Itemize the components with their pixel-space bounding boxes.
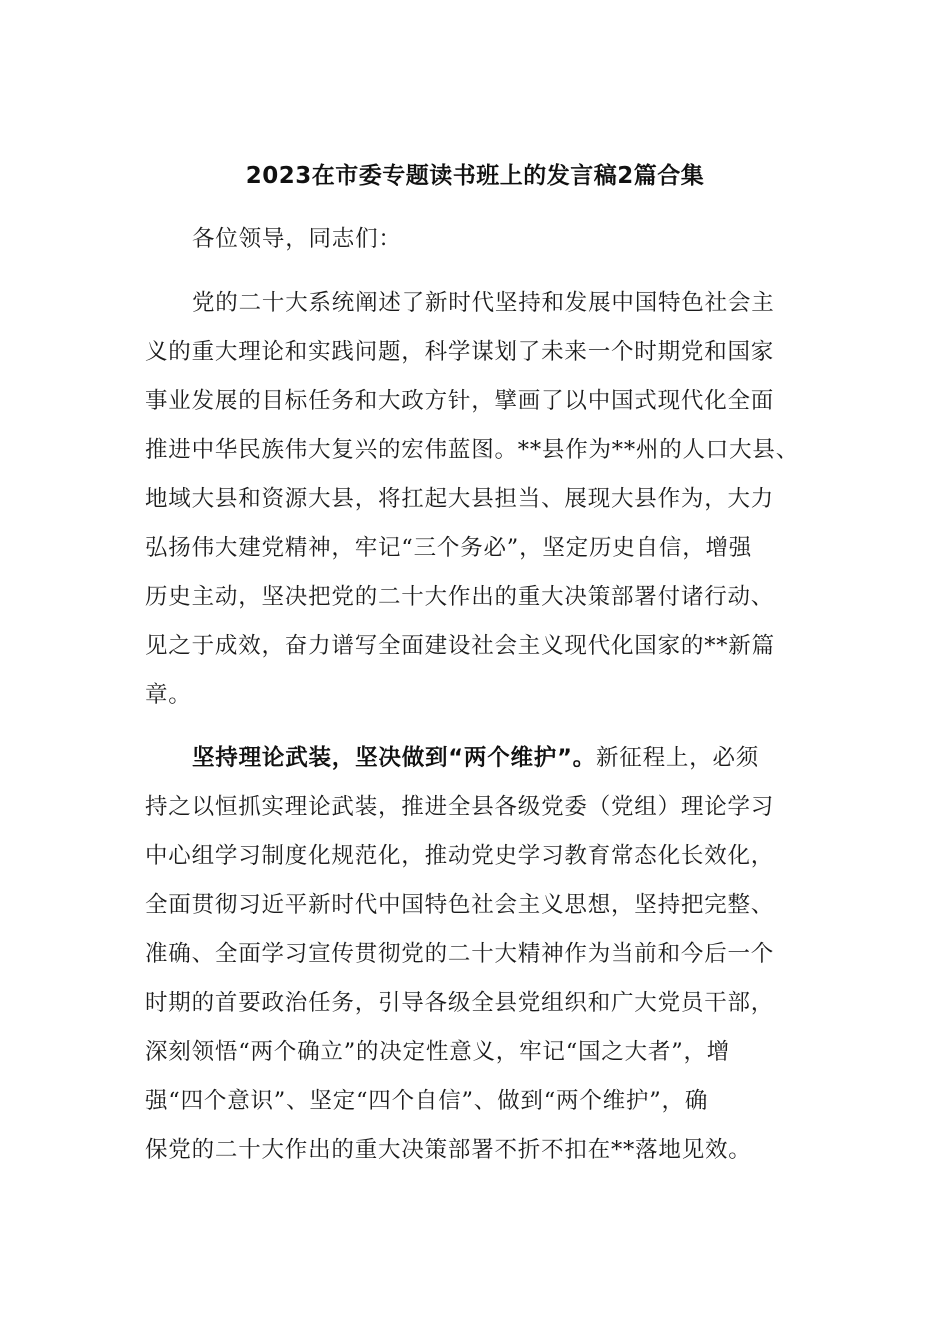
paragraph-line: 党的二十大系统阐述了新时代坚持和发展中国特色社会主 <box>192 290 775 316</box>
paragraph-line: 保党的二十大作出的重大决策部署不折不扣在**落地见效。 <box>145 1137 752 1163</box>
paragraph-line: 中心组学习制度化规范化，推动党史学习教育常态化长效化， <box>145 843 775 869</box>
paragraph-line: 深刻领悟“两个确立”的决定性意义，牢记“国之大者”，增 <box>145 1039 731 1065</box>
paragraph-line-rest: 新征程上，必须 <box>595 745 760 771</box>
paragraph-line: 义的重大理论和实践问题，科学谋划了未来一个时期党和国家 <box>145 339 775 365</box>
paragraph-line: 时期的首要政治任务，引导各级全县党组织和广大党员干部， <box>145 990 775 1016</box>
paragraph-line: 准确、全面学习宣传贯彻党的二十大精神作为当前和今后一个 <box>145 941 775 967</box>
paragraph-line: 全面贯彻习近平新时代中国特色社会主义思想，坚持把完整、 <box>145 892 775 918</box>
paragraph-line: 强“四个意识”、坚定“四个自信”、做到“两个维护”，确 <box>145 1088 709 1114</box>
paragraph-line: 持之以恒抓实理论武装，推进全县各级党委（党组）理论学习 <box>145 794 775 820</box>
paragraph-line: 弘扬伟大建党精神，牢记“三个务必”，坚定历史自信，增强 <box>145 535 753 561</box>
paragraph-line: 见之于成效，奋力谱写全面建设社会主义现代化国家的**新篇 <box>145 633 775 659</box>
salutation: 各位领导，同志们： <box>192 226 402 252</box>
paragraph-line: 地域大县和资源大县，将扛起大县担当、展现大县作为，大力 <box>145 486 775 512</box>
paragraph-line: 章。 <box>145 682 192 708</box>
paragraph-line: 事业发展的目标任务和大政方针，擘画了以中国式现代化全面 <box>145 388 775 414</box>
section-heading: 坚持理论武装，坚决做到“两个维护”。 <box>192 745 596 771</box>
paragraph-first-line <box>192 733 759 783</box>
document-title: 2023在市委专题读书班上的发言稿2篇合集 <box>245 163 705 189</box>
paragraph-line: 推进中华民族伟大复兴的宏伟蓝图。**县作为**州的人口大县、 <box>145 437 800 463</box>
paragraph-line: 历史主动，坚决把党的二十大作出的重大决策部署付诸行动、 <box>145 584 775 610</box>
